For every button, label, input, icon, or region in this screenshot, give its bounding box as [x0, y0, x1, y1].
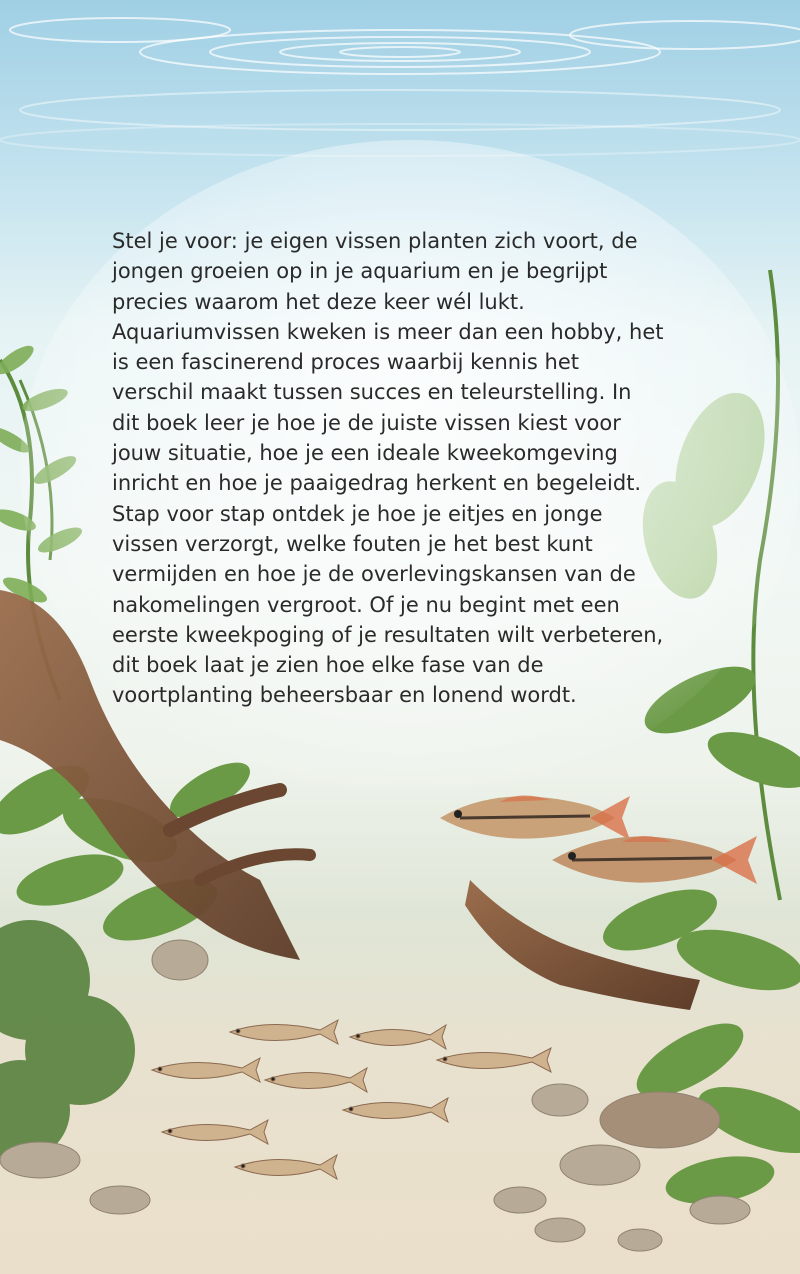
- paragraph-line: jouw situatie, hoe je een ideale kweekomgeving: [112, 441, 618, 466]
- paragraph-line: Stel je voor: je eigen vissen planten zich voort, de: [112, 229, 638, 253]
- paragraph-line: vermijden en hoe je de overlevingskansen van de: [112, 562, 636, 587]
- adult-fish: [440, 795, 757, 884]
- paragraph-line: inricht en hoe je paaigedrag herkent en begeleidt.: [112, 471, 642, 496]
- paragraph-line: dit boek laat je zien hoe elke fase van de: [112, 653, 544, 678]
- intro-text-block: [112, 226, 722, 711]
- paragraph-line: Stap voor stap ontdek je hoe je eitjes en jonge: [112, 501, 603, 526]
- paragraph-line: Aquariumvissen kweken is meer dan een hobby, het: [112, 319, 664, 344]
- paragraph-line: dit boek leer je hoe je de juiste vissen kiest voor: [112, 410, 621, 435]
- water-ripples: [0, 18, 800, 156]
- paragraph-line: eerste kweekpoging of je resultaten wilt verbeteren,: [112, 622, 664, 647]
- paragraph-line: voortplanting beheersbaar en lonend wordt.: [112, 683, 577, 708]
- intro-paragraph: [112, 226, 722, 711]
- paragraph-line: jongen groeien op in je aquarium en je begrijpt: [112, 259, 608, 284]
- paragraph-line: vissen verzorgt, welke fouten je het best kunt: [112, 531, 593, 556]
- paragraph-line: verschil maakt tussen succes en teleurstelling. In: [112, 380, 632, 405]
- paragraph-line: precies waarom het deze keer wél lukt.: [112, 289, 525, 314]
- paragraph-line: is een fascinerend proces waarbij kennis het: [112, 350, 580, 375]
- paragraph-line: nakomelingen vergroot. Of je nu begint met een: [112, 592, 620, 617]
- young-fish-school: [152, 1020, 551, 1179]
